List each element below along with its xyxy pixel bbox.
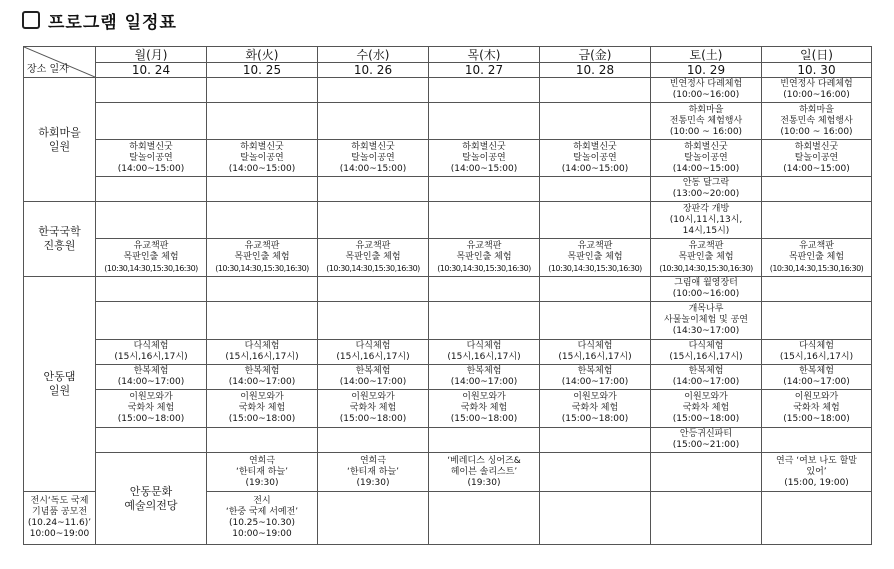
event-line: 기념품 공모전 [31, 507, 88, 517]
event-line: 이원모와가 [351, 392, 395, 402]
day-header: 토(土) [651, 47, 762, 63]
empty-cell [318, 492, 429, 545]
event-cell-talnori [207, 140, 318, 177]
table-row [24, 302, 872, 340]
date-header: 10. 30 [762, 63, 872, 78]
event-cell-mokpan [429, 239, 540, 277]
table-row [24, 365, 872, 390]
empty-cell [207, 277, 318, 302]
empty-cell [207, 302, 318, 340]
event-line: (15시,16시,17시) [225, 352, 299, 362]
event-line: 목판인출 체험 [456, 252, 512, 262]
event-line: 하회마을 [799, 104, 834, 115]
event-line: 탈놀이공연 [573, 152, 617, 163]
empty-cell [318, 277, 429, 302]
event-line: 국화차 체험 [571, 403, 619, 413]
day-header: 화(火) [207, 47, 318, 63]
table-row [24, 239, 872, 277]
event-line: 있어’ [806, 466, 827, 477]
event-cell-dasik [651, 340, 762, 365]
event-cell-mokpan [762, 239, 872, 277]
event-line: 다식체험 [799, 341, 834, 351]
event-line: (13:00~20:00) [672, 189, 740, 199]
table-row [24, 177, 872, 202]
event-line: (19:30) [467, 477, 501, 488]
event-line: (14:00~17:00) [561, 377, 629, 387]
event-line: 탈놀이공연 [351, 152, 395, 163]
event-line: (15:00~21:00) [672, 440, 740, 450]
table-row [24, 140, 872, 177]
event-line: 이원모와가 [240, 392, 284, 402]
event-line: (10.25~10.30) [228, 518, 296, 528]
event-cell-dalgeurak [651, 177, 762, 202]
empty-cell [540, 302, 651, 340]
event-line: 유교책판 [355, 241, 391, 251]
empty-cell [762, 428, 872, 453]
event-line: (14:00~15:00) [783, 163, 850, 174]
event-line: 10:00~19:00 [232, 529, 292, 539]
event-line: (15:00~18:00) [228, 414, 296, 424]
empty-cell [651, 492, 762, 545]
day-header: 일(日) [762, 47, 872, 63]
event-line: 하회별신굿 [573, 141, 617, 152]
event-line: 하회별신굿 [794, 141, 839, 152]
event-cell-hanti [318, 453, 429, 492]
event-line: 안동 달그락 [682, 178, 730, 188]
event-line: 목판인출 체험 [234, 252, 290, 262]
empty-cell [207, 177, 318, 202]
venue-label: 한국국학 [38, 225, 81, 238]
venue-label: 안동문화 [129, 484, 173, 498]
event-line: 탈놀이공연 [794, 152, 839, 163]
empty-cell [429, 492, 540, 545]
empty-cell [762, 302, 872, 340]
checkbox-square-icon [22, 11, 40, 29]
page-title: 프로그램 일정표 [48, 12, 177, 33]
event-line: 다식체험 [355, 341, 391, 351]
event-line: ‘한중 국제 서예전’ [225, 507, 299, 517]
event-cell-mokpan [96, 239, 207, 277]
venue-hahoe [24, 78, 96, 202]
empty-cell [540, 492, 651, 545]
event-cell-talnori [762, 140, 872, 177]
event-line: 헤이븐 솔리스트’ [450, 466, 518, 477]
empty-cell [96, 78, 207, 103]
event-cell-hanbok [429, 365, 540, 390]
event-cell-jangpan [651, 202, 762, 239]
empty-cell [318, 202, 429, 239]
event-line: 이원모와가 [573, 392, 617, 402]
event-line: 탈놀이공연 [684, 152, 728, 163]
empty-cell [207, 103, 318, 140]
event-line: ‘한티재 하늘’ [235, 466, 289, 477]
empty-cell [96, 202, 207, 239]
event-line: 연극 ‘여보 나도 할말 [776, 455, 857, 466]
empty-cell [207, 78, 318, 103]
empty-cell [96, 177, 207, 202]
event-line: 한복체험 [799, 366, 834, 376]
event-line: 유교책판 [244, 241, 280, 251]
date-header: 10. 26 [318, 63, 429, 78]
corner-label: 장소 일자 [27, 64, 69, 75]
event-line: 하회별신굿 [684, 141, 728, 152]
event-cell-benedict [429, 453, 540, 492]
empty-cell [96, 302, 207, 340]
event-cell-hanbok [762, 365, 872, 390]
event-cell-iwon [762, 390, 872, 428]
event-line: 국화차 체험 [238, 403, 286, 413]
event-line: 한복체험 [577, 366, 613, 376]
event-cell-mokpan [540, 239, 651, 277]
event-line: 10:00~19:00 [29, 529, 90, 539]
event-line: (14:00~17:00) [783, 377, 850, 387]
event-cell-iwon [429, 390, 540, 428]
event-line: 하회별신굿 [240, 141, 284, 152]
empty-cell [318, 428, 429, 453]
event-line: 전시 [253, 496, 271, 506]
event-cell-iwon [207, 390, 318, 428]
event-line: 장판각 개방 [682, 203, 730, 214]
table-row [24, 340, 872, 365]
event-line: 다식체험 [466, 341, 502, 351]
empty-cell [540, 428, 651, 453]
event-line: (15:00~18:00) [117, 414, 185, 424]
empty-cell [762, 202, 872, 239]
empty-cell [429, 103, 540, 140]
event-cell-geurimae [651, 277, 762, 302]
event-cell-dasik [540, 340, 651, 365]
event-line: (10:00 ~ 16:00) [780, 126, 853, 137]
empty-cell [540, 103, 651, 140]
event-line: 국화차 체험 [349, 403, 397, 413]
venue-label: 일원 [48, 384, 71, 397]
event-line: 다식체험 [688, 341, 724, 351]
event-cell-talnori [96, 140, 207, 177]
event-line: (10:30,14:30,15:30,16:30) [548, 264, 642, 273]
event-line: (15시,16시,17시) [779, 352, 854, 362]
date-header: 10. 25 [207, 63, 318, 78]
event-line: ‘한티재 하늘’ [346, 466, 400, 477]
event-line: (15시,16시,17시) [558, 352, 632, 362]
event-cell-jeontong [762, 103, 872, 140]
event-line: 유교책판 [577, 241, 613, 251]
event-line: (10:00~16:00) [672, 90, 740, 100]
empty-cell [429, 428, 540, 453]
event-line: (10:30,14:30,15:30,16:30) [215, 264, 309, 273]
date-header: 10. 24 [96, 63, 207, 78]
event-line: (15:00~18:00) [561, 414, 629, 424]
event-line: (14:00~15:00) [228, 163, 296, 174]
event-line: 이원모와가 [794, 392, 839, 402]
event-line: 탈놀이공연 [129, 152, 173, 163]
event-line: 빈연정사 다례체험 [780, 79, 853, 89]
event-cell-iwon [651, 390, 762, 428]
date-header: 10. 29 [651, 63, 762, 78]
empty-cell [429, 177, 540, 202]
event-line: 탈놀이공연 [462, 152, 506, 163]
event-line: 다식체험 [133, 341, 169, 351]
event-cell-jeontong [651, 103, 762, 140]
event-line: (14:00~15:00) [561, 163, 629, 174]
empty-cell [540, 453, 651, 492]
event-cell-binyeon [651, 78, 762, 103]
event-line: 전통민속 체험행사 [669, 115, 743, 126]
event-cell-dasik [762, 340, 872, 365]
event-line: (15:00~18:00) [450, 414, 518, 424]
event-line: (10:00~16:00) [672, 289, 740, 299]
venue-label: 안동댐 [43, 370, 76, 383]
venue-gukhak [24, 202, 96, 277]
venue-label: 일원 [48, 139, 71, 153]
empty-cell [429, 202, 540, 239]
event-cell-hanbok [540, 365, 651, 390]
event-line: 유교책판 [799, 241, 834, 251]
event-cell-mokpan [207, 239, 318, 277]
venue-label: 하회마을 [38, 125, 81, 139]
event-line: 유교책판 [133, 241, 169, 251]
date-header: 10. 27 [429, 63, 540, 78]
empty-cell [540, 202, 651, 239]
event-cell-gaemok [651, 302, 762, 340]
empty-cell [96, 277, 207, 302]
event-line: 하회별신굿 [462, 141, 506, 152]
empty-cell [762, 492, 872, 545]
event-line: 유교책판 [688, 241, 724, 251]
date-header: 10. 28 [540, 63, 651, 78]
event-cell-seoye [207, 492, 318, 545]
event-line: 전통민속 체험행사 [780, 115, 853, 126]
empty-cell [207, 202, 318, 239]
empty-cell [540, 177, 651, 202]
event-line: 연희극 [359, 455, 387, 466]
table-row [24, 78, 872, 103]
corner-header [24, 47, 96, 78]
event-line: (14:00~17:00) [672, 377, 740, 387]
event-cell-hanbok [207, 365, 318, 390]
event-cell-hanbok [318, 365, 429, 390]
event-line: 하회별신굿 [129, 141, 173, 152]
event-line: (10:30,14:30,15:30,16:30) [104, 264, 198, 273]
schedule-table [23, 46, 872, 545]
event-line: (10:30,14:30,15:30,16:30) [437, 264, 531, 273]
event-line: (15:00~18:00) [672, 414, 740, 424]
event-line: (10시,11시,13시, [669, 214, 743, 225]
event-cell-dasik [318, 340, 429, 365]
event-line: 연희극 [248, 455, 276, 466]
event-line: (10:30,14:30,15:30,16:30) [326, 264, 420, 273]
empty-cell [651, 453, 762, 492]
table-row [24, 428, 872, 453]
empty-cell [762, 177, 872, 202]
empty-cell [540, 78, 651, 103]
event-line: 목판인출 체험 [123, 252, 179, 262]
event-line: 사물놀이체험 및 공연 [664, 315, 748, 325]
event-cell-hanbok [96, 365, 207, 390]
event-line: 국화차 체험 [460, 403, 508, 413]
event-cell-talnori [318, 140, 429, 177]
event-line: (10:30,14:30,15:30,16:30) [769, 264, 864, 273]
event-line: (10:30,14:30,15:30,16:30) [659, 264, 753, 273]
table-row [24, 277, 872, 302]
empty-cell [318, 302, 429, 340]
event-cell-dokdo [24, 492, 96, 545]
event-line: 그림애 월영장터 [674, 278, 738, 288]
event-line: 유교책판 [466, 241, 502, 251]
event-line: (14:00~15:00) [117, 163, 185, 174]
table-row [24, 103, 872, 140]
event-cell-yeobo [762, 453, 872, 492]
event-cell-iwon [540, 390, 651, 428]
event-line: (14:00~17:00) [450, 377, 518, 387]
event-cell-dasik [96, 340, 207, 365]
event-line: 한복체험 [355, 366, 391, 376]
empty-cell [429, 302, 540, 340]
event-line: (14:00~17:00) [339, 377, 407, 387]
event-cell-hanbok [651, 365, 762, 390]
event-line: 안등귀신파티 [679, 429, 733, 439]
day-header: 월(月) [96, 47, 207, 63]
empty-cell [96, 103, 207, 140]
table-row [24, 390, 872, 428]
event-line: 하회마을 [688, 104, 724, 115]
table-row [24, 202, 872, 239]
event-line: 목판인출 체험 [345, 252, 401, 262]
event-line: 빈연정사 다례체험 [669, 79, 743, 89]
event-line: 국화차 체험 [793, 403, 840, 413]
event-line: 탈놀이공연 [240, 152, 284, 163]
event-cell-mokpan [651, 239, 762, 277]
event-line: 목판인출 체험 [678, 252, 734, 262]
event-line: 14시,15시) [682, 225, 730, 236]
event-line: (15:00~18:00) [783, 414, 850, 424]
event-cell-talnori [651, 140, 762, 177]
event-cell-talnori [540, 140, 651, 177]
event-line: (15시,16시,17시) [114, 352, 188, 362]
event-cell-iwon [96, 390, 207, 428]
event-line: (15시,16시,17시) [336, 352, 410, 362]
table-row [24, 453, 872, 492]
event-line: (14:00~15:00) [339, 163, 407, 174]
title-row [22, 7, 177, 33]
day-header: 수(水) [318, 47, 429, 63]
empty-cell [207, 428, 318, 453]
event-line: 다식체험 [244, 341, 280, 351]
venue-dam [24, 277, 96, 492]
event-cell-iwon [318, 390, 429, 428]
empty-cell [318, 78, 429, 103]
empty-cell [429, 277, 540, 302]
venue-label: 진흥원 [43, 239, 76, 252]
event-line: ‘베레디스 싱어즈& [447, 455, 521, 466]
event-line: (14:00~17:00) [228, 377, 296, 387]
empty-cell [540, 277, 651, 302]
event-cell-talnori [429, 140, 540, 177]
event-cell-binyeon [762, 78, 872, 103]
event-line: (15시,16시,17시) [669, 352, 743, 362]
event-line: (15시,16시,17시) [447, 352, 521, 362]
event-line: 하회별신굿 [351, 141, 395, 152]
event-line: 이원모와가 [684, 392, 728, 402]
event-cell-hanti [207, 453, 318, 492]
event-line: (15:00, 19:00) [784, 477, 849, 488]
event-line: 국화차 체험 [127, 403, 175, 413]
event-line: 국화차 체험 [682, 403, 730, 413]
event-cell-dasik [207, 340, 318, 365]
event-cell-mokpan [318, 239, 429, 277]
event-line: 한복체험 [466, 366, 502, 376]
event-line: 목판인출 체험 [788, 252, 845, 262]
event-line: 목판인출 체험 [567, 252, 623, 262]
event-line: 한복체험 [244, 366, 280, 376]
event-line: (14:00~17:00) [117, 377, 185, 387]
empty-cell [429, 78, 540, 103]
event-line: (15:00~18:00) [339, 414, 407, 424]
empty-cell [318, 103, 429, 140]
event-line: (14:00~15:00) [672, 163, 740, 174]
event-line: (10:00~16:00) [783, 90, 850, 100]
event-line: (10.24~11.6)’ [27, 518, 92, 528]
event-line: (10:00 ~ 16:00) [669, 126, 743, 137]
day-header: 목(木) [429, 47, 540, 63]
event-line: 다식체험 [577, 341, 613, 351]
event-line: (19:30) [245, 477, 279, 488]
venue-label: 예술의전당 [124, 498, 178, 512]
empty-cell [762, 277, 872, 302]
event-line: 전시‘독도 국제 [30, 496, 89, 506]
event-line: (14:00~15:00) [450, 163, 518, 174]
event-line: 한복체험 [688, 366, 724, 376]
empty-cell [318, 177, 429, 202]
event-line: 이원모와가 [129, 392, 173, 402]
event-line: 이원모와가 [462, 392, 506, 402]
event-cell-dasik [429, 340, 540, 365]
event-line: 한복체험 [133, 366, 169, 376]
empty-cell [96, 428, 207, 453]
event-cell-gwisin [651, 428, 762, 453]
event-line: (19:30) [356, 477, 390, 488]
event-line: 개목나루 [688, 304, 724, 314]
venue-arts [96, 453, 207, 545]
event-line: (14:30~17:00) [672, 326, 740, 336]
day-header: 금(金) [540, 47, 651, 63]
